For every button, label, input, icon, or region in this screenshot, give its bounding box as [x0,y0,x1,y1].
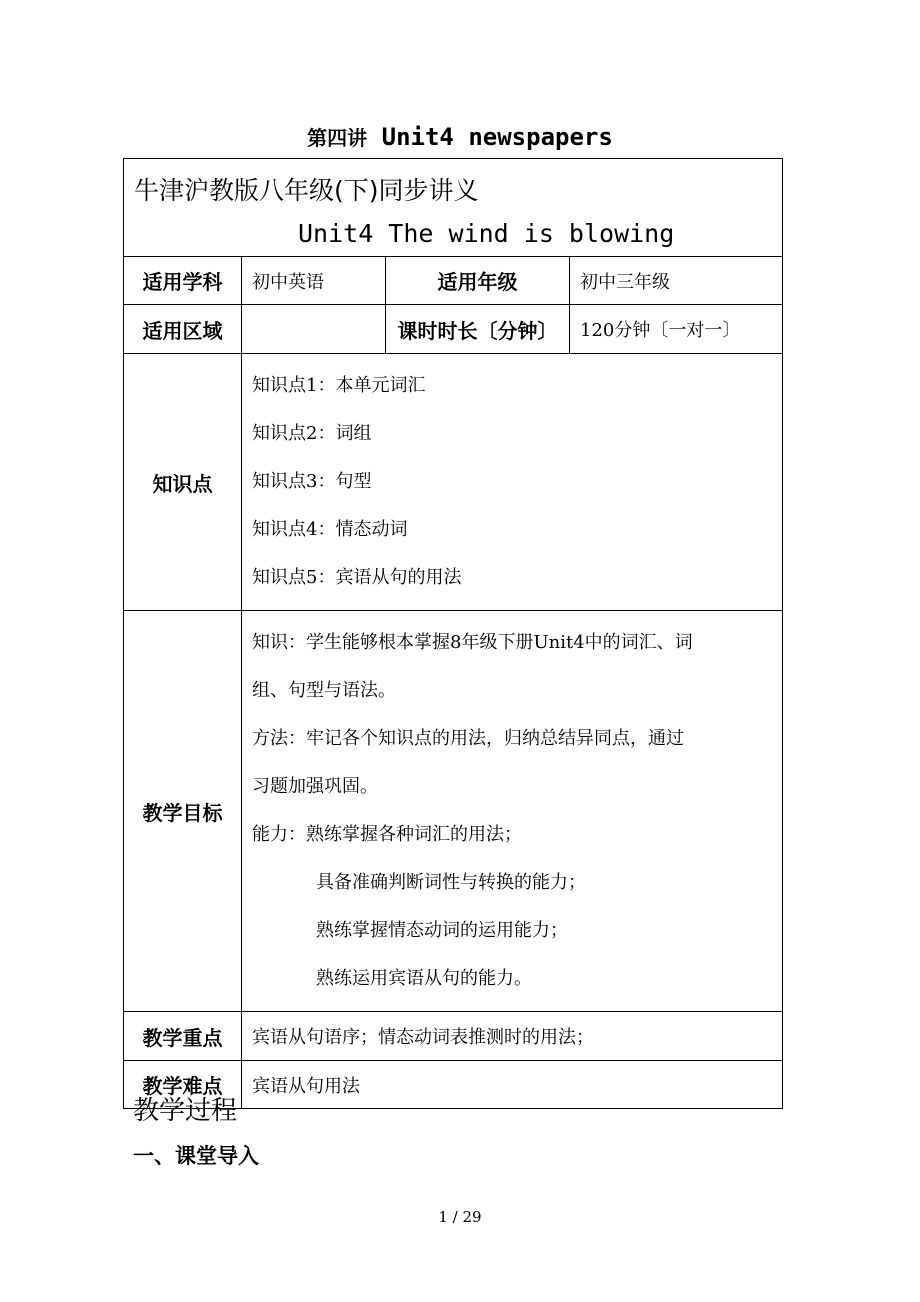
lecture-number: 第四讲 [307,126,368,150]
knowledge-label: 知识点 [124,354,242,611]
subject-label: 适用学科 [124,257,242,305]
goal-line: 知识：学生能够根本掌握8年级下册Unit4中的词汇、词 [252,632,693,653]
page-title [0,122,920,151]
goal-line: 熟练掌握情态动词的运用能力； [316,920,568,941]
table-header [124,159,783,257]
goals-list [242,611,783,1012]
knowledge-item: 知识点1：本单元词汇 [252,375,426,396]
key-points-value: 宾语从句语序；情态动词表推测时的用法； [242,1012,783,1061]
knowledge-item: 知识点2：词组 [252,423,372,444]
page-number: 1 / 29 [438,1208,482,1226]
knowledge-list [242,354,783,611]
process-heading: 教学过程 [133,1096,238,1126]
duration-value: 120分钟〔一对一〕 [570,305,783,354]
course-title: 牛津沪教版八年级(下)同步讲义 [134,176,479,205]
goal-line: 方法：牢记各个知识点的用法，归纳总结异同点，通过 [252,728,684,749]
goal-line: 能力：熟练掌握各种词汇的用法； [252,824,522,845]
section-heading: 一、课堂导入 [133,1144,259,1168]
grade-value: 初中三年级 [570,257,783,305]
goals-label: 教学目标 [124,611,242,1012]
region-value [242,305,386,354]
duration-label: 课时时长〔分钟〕 [386,305,570,354]
knowledge-item: 知识点4：情态动词 [252,519,408,540]
difficulties-value: 宾语从句用法 [242,1061,783,1109]
goal-line: 熟练运用宾语从句的能力。 [316,968,532,989]
knowledge-item: 知识点3：句型 [252,471,372,492]
goal-line: 组、句型与语法。 [252,680,396,701]
lesson-info-table [123,158,783,1109]
unit-title: Unit4 The wind is blowing [298,219,675,248]
region-label: 适用区域 [124,305,242,354]
difficulties-label: 教学难点 [124,1061,242,1109]
lecture-title: Unit4 newspapers [381,123,613,151]
goal-line: 具备准确判断词性与转换的能力； [316,872,586,893]
knowledge-item: 知识点5：宾语从句的用法 [252,567,462,588]
grade-label: 适用年级 [386,257,570,305]
key-points-label: 教学重点 [124,1012,242,1061]
subject-value: 初中英语 [242,257,386,305]
goal-line: 习题加强巩固。 [252,776,378,797]
